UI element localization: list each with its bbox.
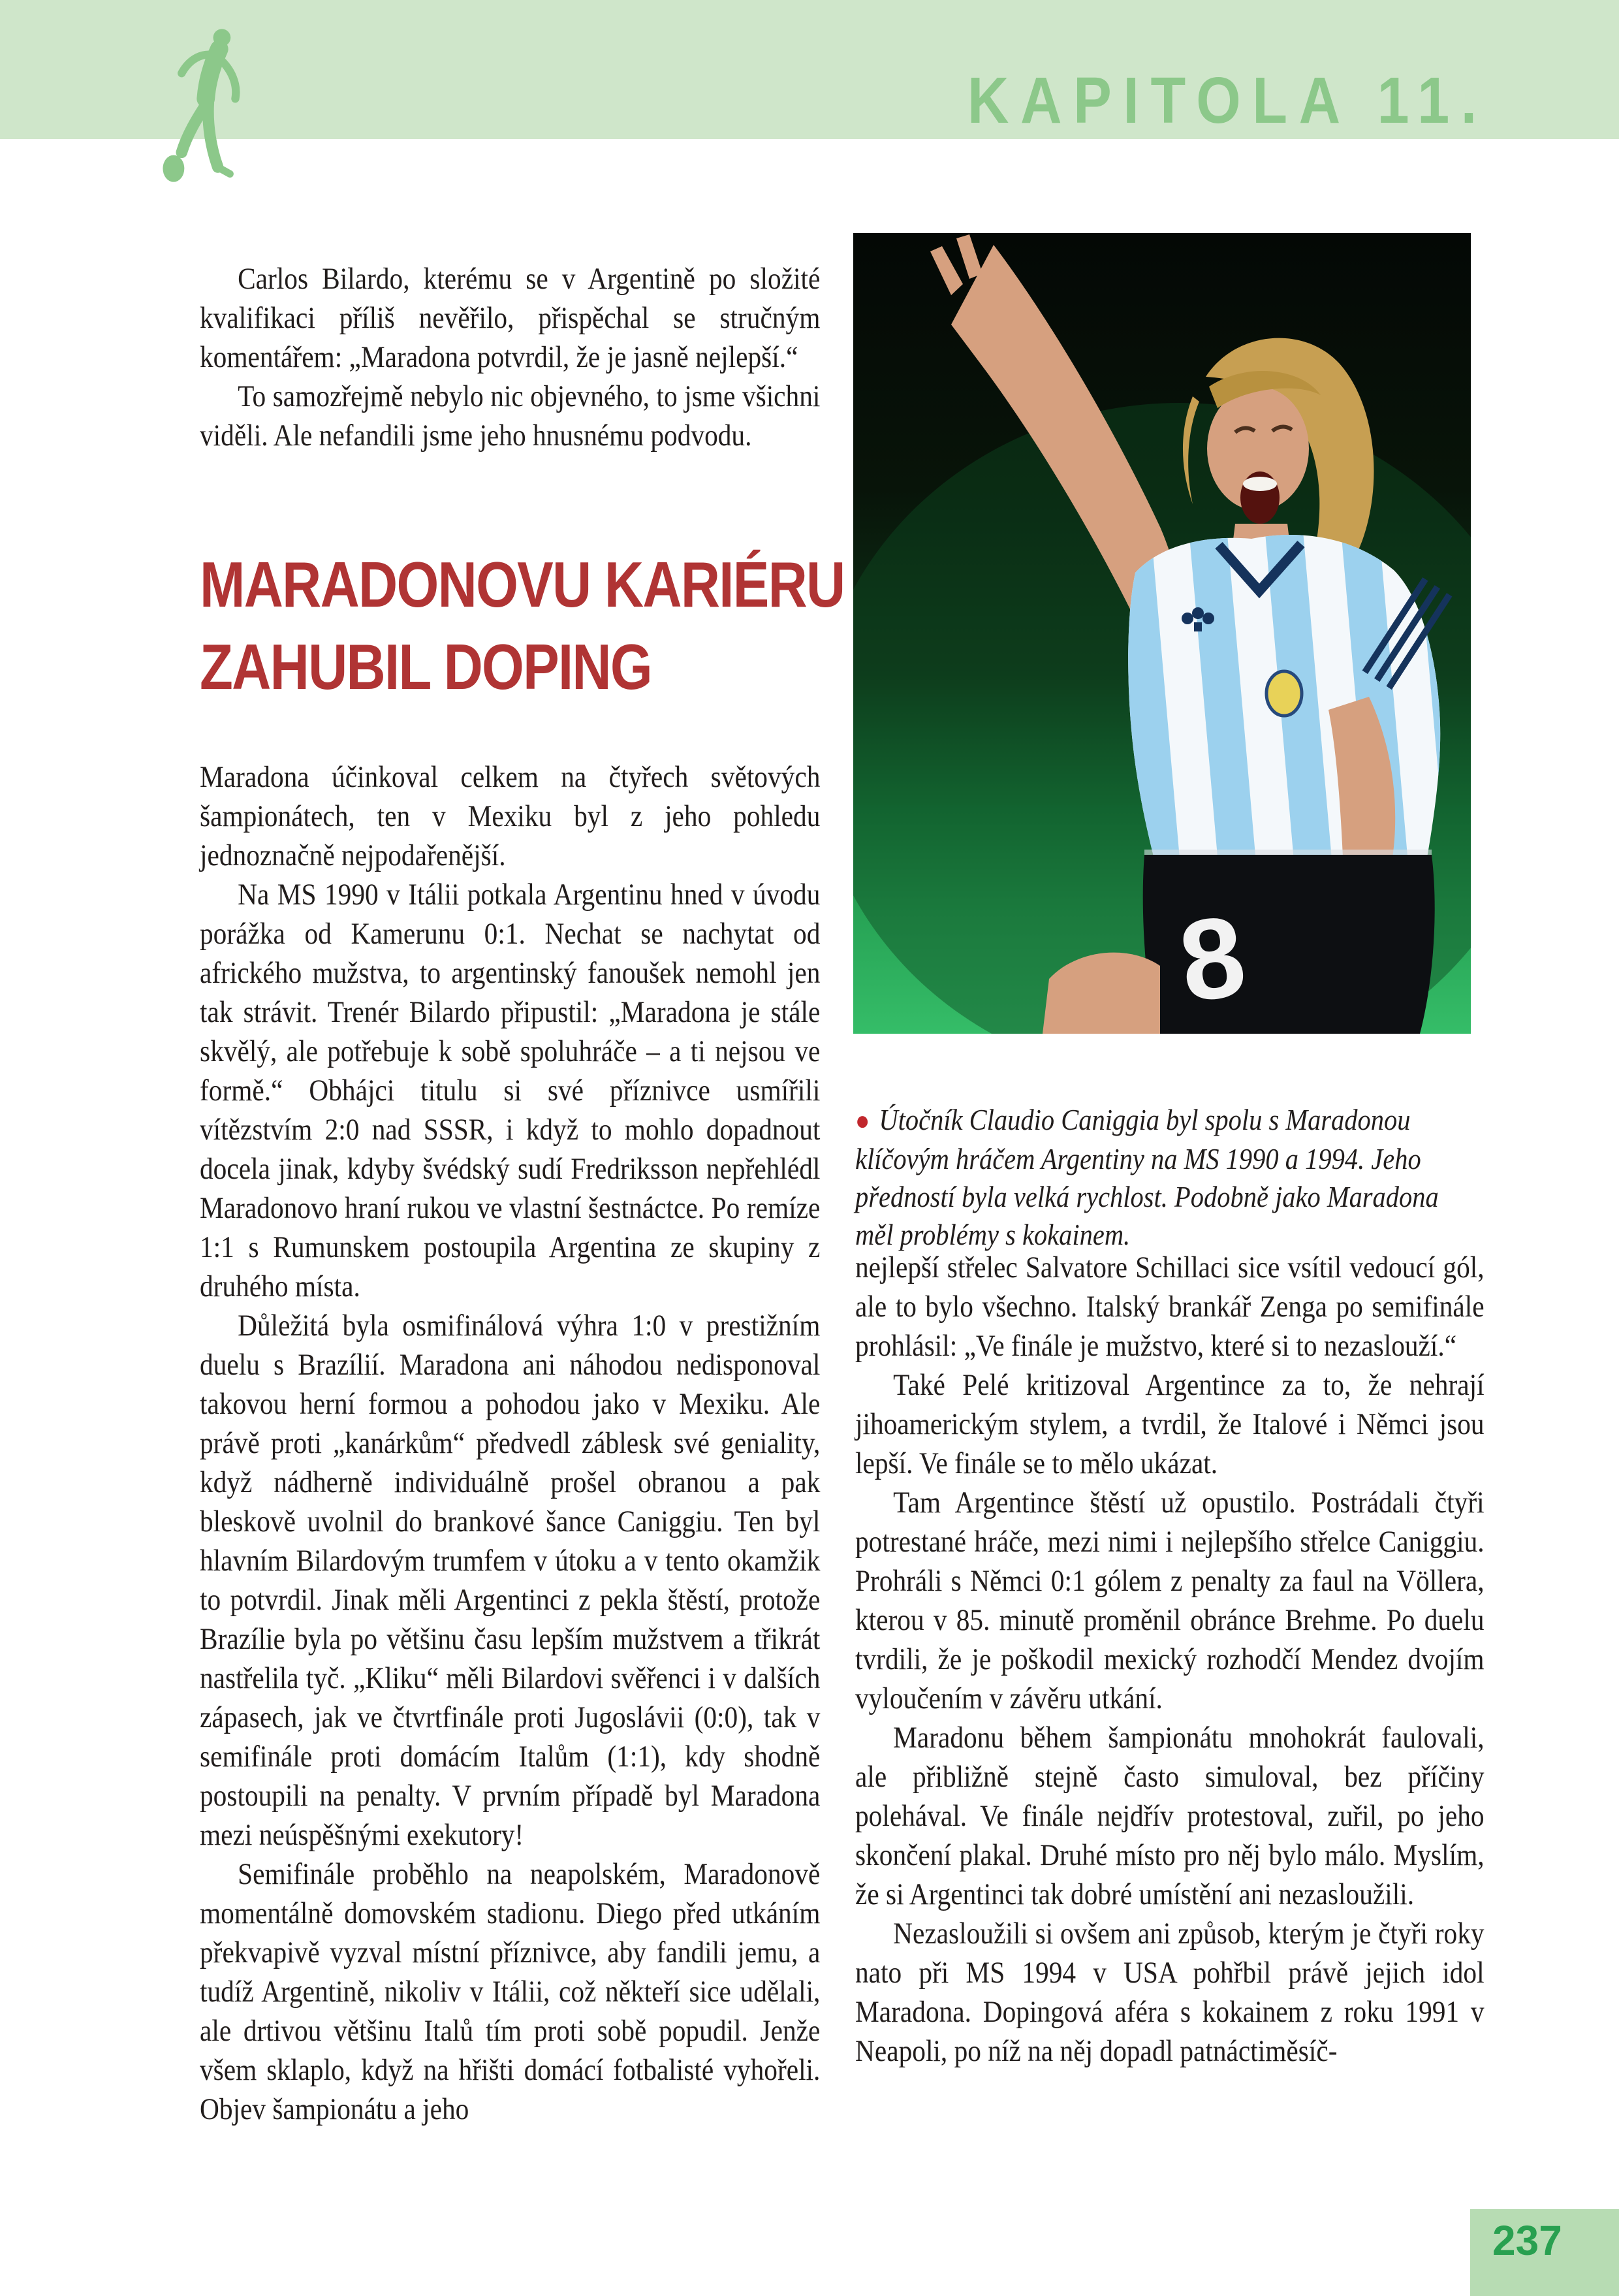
section-heading xyxy=(200,543,845,708)
caniggia-photo xyxy=(853,233,1471,1034)
photo-caption xyxy=(855,1101,1473,1254)
red-bullet-icon: ● xyxy=(855,1106,870,1136)
body-paragraph: Maradonu během šampionátu mnohokrát faulovali, ale přibližně stejně často simuloval, bez příčiny polehával. Ve finále nejdřív protestoval, zuřil, po jeho skončení plakal. Druhé místo pro něj bylo málo. Myslím, že si Argentinci tak dobré umístění ani nezasloužili. xyxy=(855,1721,1485,1911)
soccer-player-silhouette-icon xyxy=(152,24,273,188)
body-paragraph: Nezasloužili si ovšem ani způsob, kterým je čtyři roky nato při MS 1994 v USA pohřbil právě jejich idol Maradona. Dopingová aféra s kokainem z roku 1991 v Neapoli, po níž na něj dopadl patnáctiměsíč- xyxy=(855,1917,1485,2068)
caniggia-photo-illustration xyxy=(853,233,1471,1034)
intro-paragraph: Carlos Bilardo, kterému se v Argentině po složité kvalifikaci příliš nevěřilo, přispěchal se stručným komentářem: „Maradona potvrdil, že je jasně nejlepší.“ xyxy=(200,262,821,374)
body-paragraph: Důležitá byla osmifinálová výhra 1:0 v prestižním duelu s Brazílií. Maradona ani náhodou nedisponoval takovou herní formou a pohodou jako v Mexiku. Ale právě proti „kanárkům“ předvedl záblesk své geniality, když nádherně individuálně prošel obranou a pak bleskově uvolnil do brankové šance Caniggiu. Ten byl hlavním Bilardovým trumfem v útoku a v tento okamžik to potvrdil. Jinak měli Argentinci z pekla štěstí, protože Brazílie byla po většinu času lepším mužstvem a třikrát nastřelila tyč. „Kliku“ měli Bilardovi svěřenci i v dalších zápasech, jak ve čtvrtfinále proti Jugoslávii (0:0), tak v semifinále proti domácím Italům (1:1), kdy shodně postoupili na penalty. V prvním případě byl Maradona mezi neúspěšnými exekutory! xyxy=(200,1309,821,1852)
body-paragraph: nejlepší střelec Salvatore Schillaci sice vsítil vedoucí gól, ale to bylo všechno. Italský brankář Zenga po semifinále prohlásil: „Ve finále je mužstvo, které si to nezaslouží.“ xyxy=(855,1251,1485,1363)
body-paragraph: Také Pelé kritizoval Argentince za to, že nehrají jihoamerickým stylem, a tvrdil, že Italové i Němci jsou lepší. Ve finále se to mělo ukázat. xyxy=(855,1368,1485,1480)
section-heading-line1: MARADONOVU KARIÉRU xyxy=(200,549,845,620)
chapter-label: KAPITOLA 11. xyxy=(967,64,1488,137)
body-paragraph: Semifinále proběhlo na neapolském, Maradonově momentálně domovském stadionu. Diego před utkáním překvapivě vyzval místní příznivce, aby fandili jemu, a tudíž Argentině, nikoliv v Itálii, což někteří sice udělali, ale drtivou většinu Italů tím proti sobě popudil. Jenže všem sklaplo, když na hřišti domácí fotbalisté vyhořeli. Objev šampionátu a jeho xyxy=(200,1857,821,2126)
svg-text:8: 8 xyxy=(1172,891,1253,1027)
left-column-text xyxy=(200,757,820,2129)
page-number-box xyxy=(1470,2209,1619,2296)
photo-caption-text: Útočník Claudio Caniggia byl spolu s Maradonou klíčovým hráčem Argentiny na MS 1990 a 1994. Jeho předností byla velká rychlost. Podobně jako Maradona měl problémy s kokainem. xyxy=(855,1103,1439,1251)
body-paragraph: Tam Argentince štěstí už opustilo. Postrádali čtyři potrestané hráče, mezi nimi i nejlepšího střelce Caniggiu. Prohráli s Němci 0:1 gólem z penalty za faul na Völlera, kterou v 85. minutě proměnil obránce Brehme. Po duelu tvrdili, že je poškodil mexický rozhodčí Mendez dvojím vyloučením v závěru utkání. xyxy=(855,1486,1485,1715)
intro-text-block xyxy=(200,259,820,455)
page-number: 237 xyxy=(1492,2217,1562,2264)
intro-paragraph: To samozřejmě nebylo nic objevného, to jsme všichni viděli. Ale nefandili jsme jeho hnusnému podvodu. xyxy=(200,379,821,453)
body-paragraph: Na MS 1990 v Itálii potkala Argentinu hned v úvodu porážka od Kamerunu 0:1. Nechat se nachytat od afrického mužstva, to argentinský fanoušek nemohl jen tak strávit. Trenér Bilardo připustil: „Maradona je stále skvělý, ale potřebuje k sobě spoluhráče – a ti nejsou ve formě.“ Obhájci titulu si své příznivce usmířili vítězstvím 2:0 nad SSSR, i když to mohlo dopadnout docela jinak, kdyby švédský sudí Fredriksson nepřehlédl Maradonovo hraní rukou ve vlastní šestnáctce. Po remíze 1:1 s Rumunskem postoupila Argentina ze skupiny z druhého místa. xyxy=(200,878,821,1303)
section-heading-line2: ZAHUBIL DOPING xyxy=(200,631,652,703)
body-paragraph: Maradona účinkoval celkem na čtyřech světových šampionátech, ten v Mexiku byl z jeho pohledu jednoznačně nejpodařenější. xyxy=(200,760,821,872)
right-column-text xyxy=(855,1248,1485,2071)
